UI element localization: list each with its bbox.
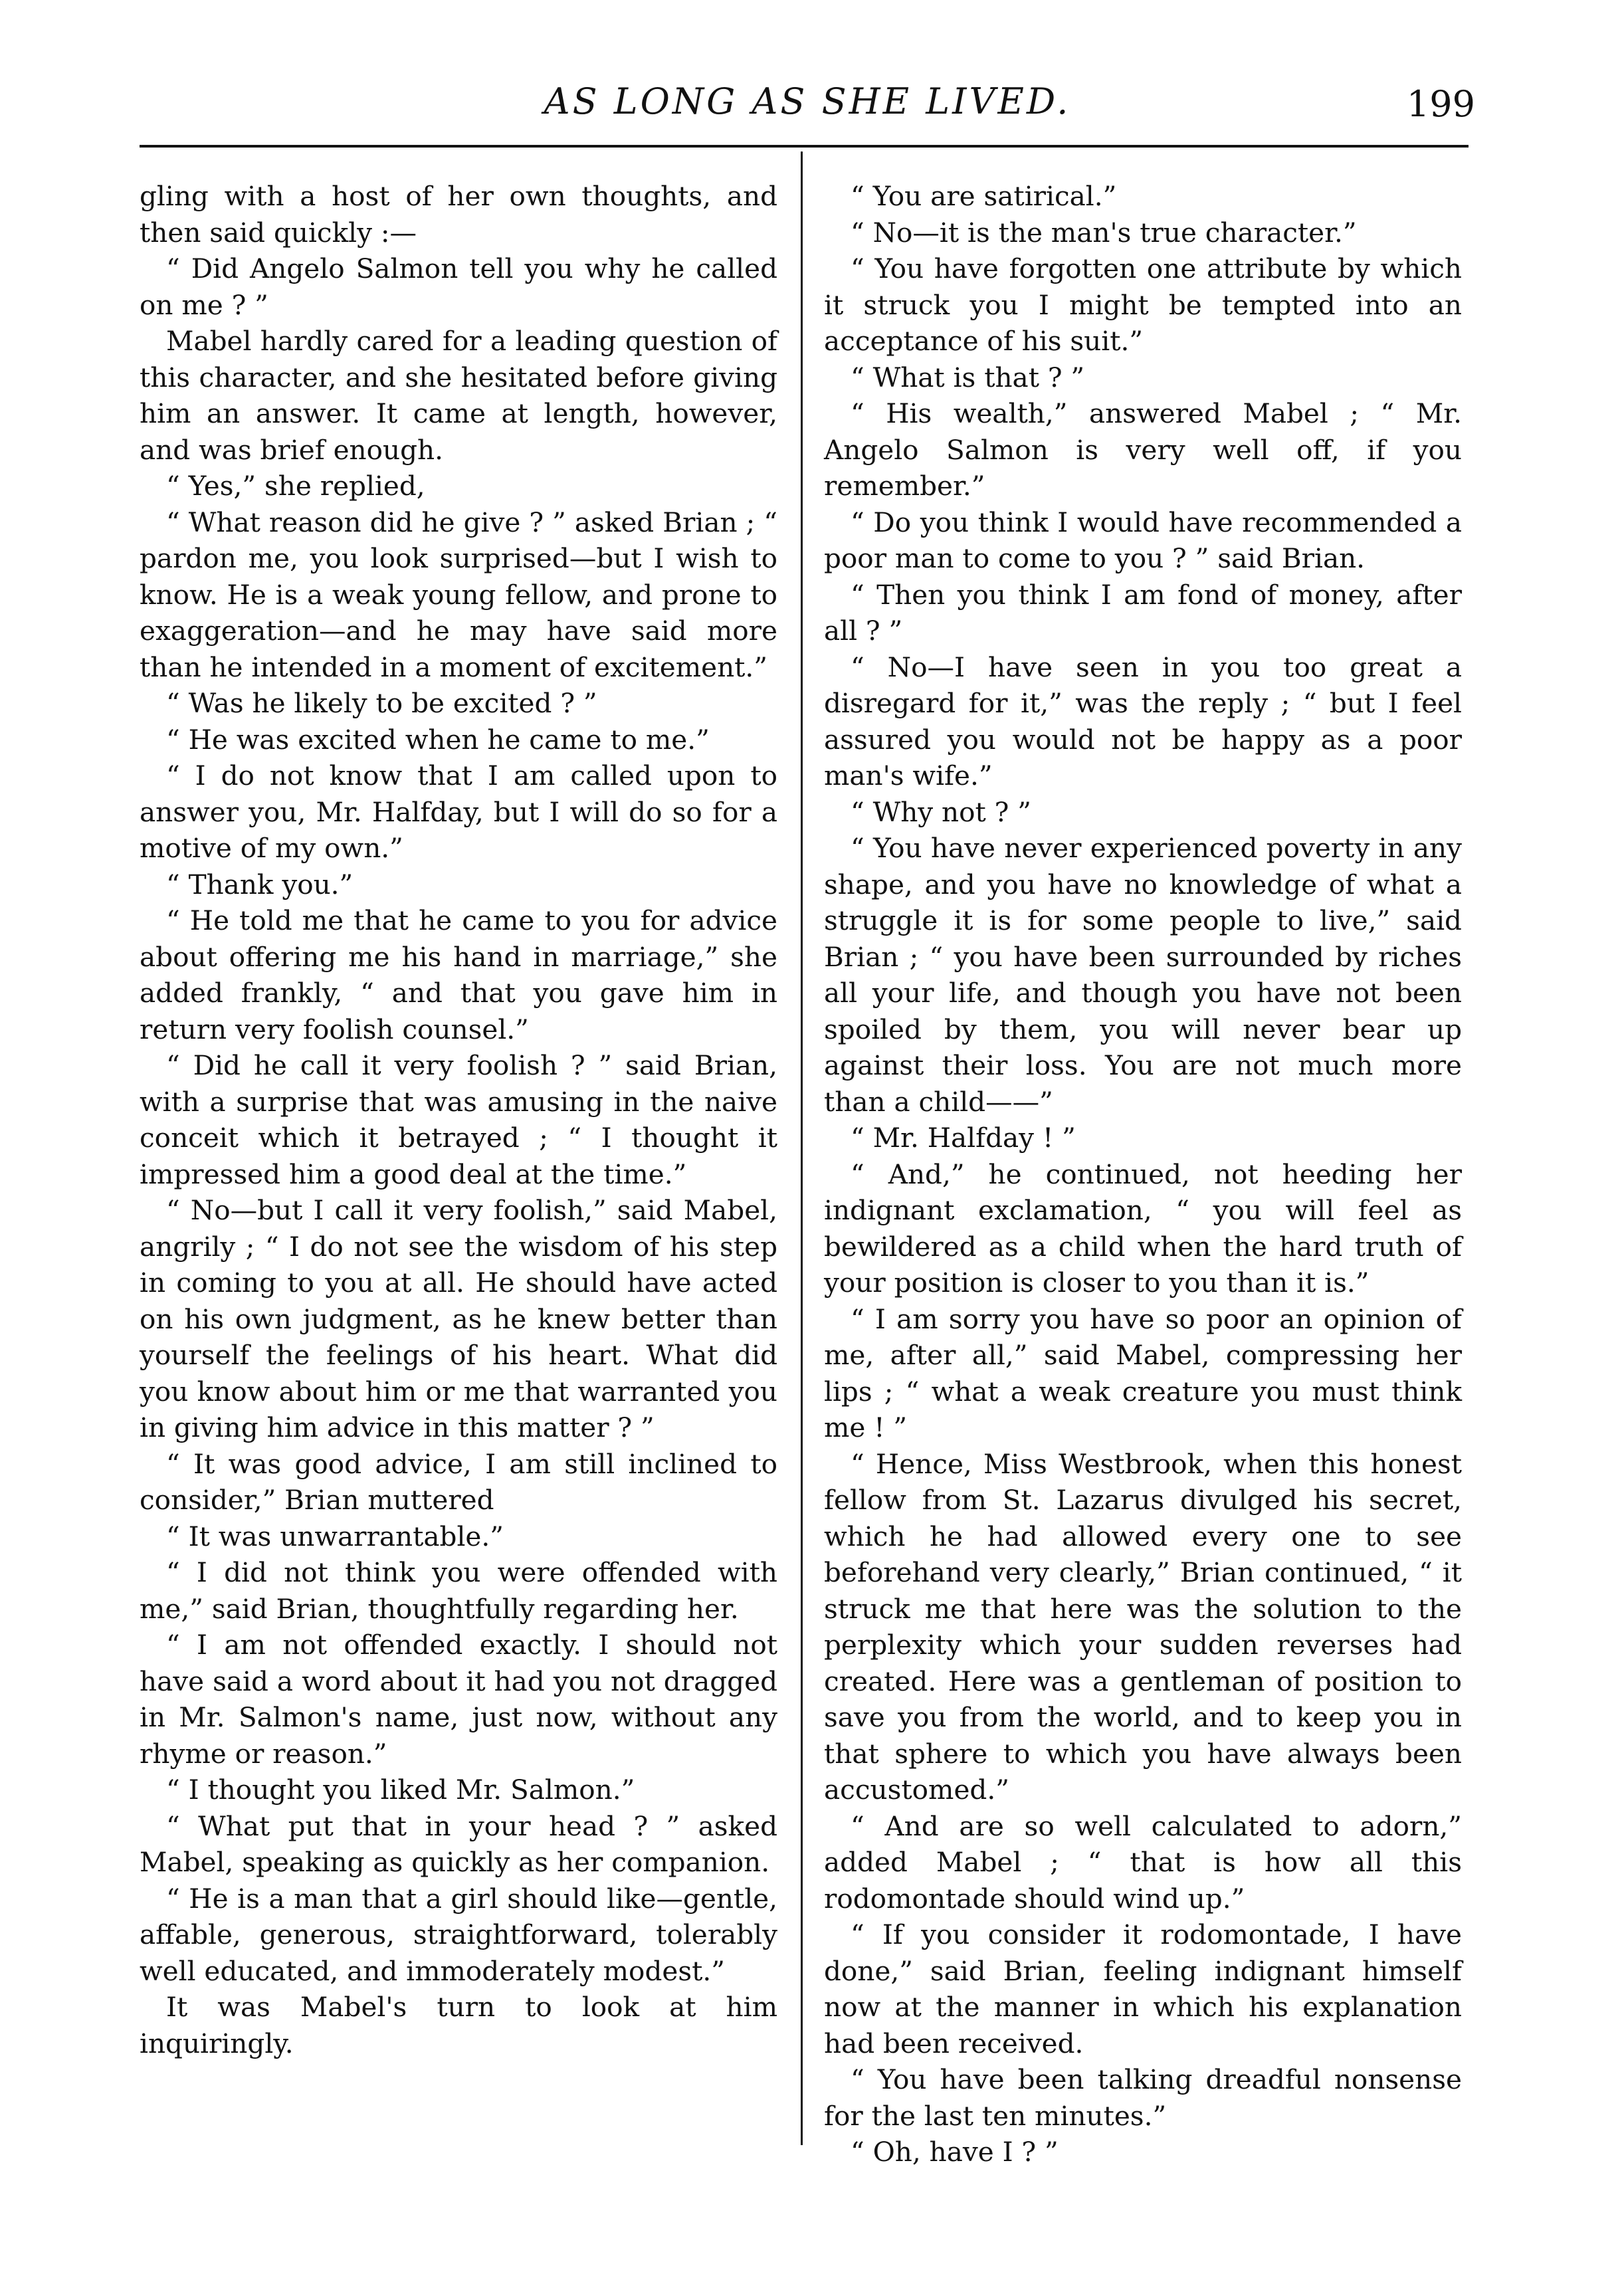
paragraph: “ It was unwarrantable.” (166, 1520, 504, 1552)
paragraph: “ No—it is the man's true character.” (851, 216, 1357, 249)
paragraph: “ And,” he continued, not heeding her indignant exclamation, “ you will feel as bewildered as a child when the hard truth of your position is closer to you than it is.” (824, 1158, 1462, 1299)
paragraph: “ And are so well calculated to adorn,” added Mabel ; “ that is how all this rodomontade should wind up.” (824, 1810, 1462, 1915)
paragraph: “ Yes,” she replied, (166, 470, 425, 502)
paragraph: “ What reason did he give ? ” asked Brian ; “ pardon me, you look surprised—but I wish to know. He is a weak young fellow, and prone to exaggeration—and he may have said more than he intended in a moment of excitement.” (140, 506, 777, 683)
paragraph: “ Did he call it very foolish ? ” said Brian, with a surprise that was amusing in the naive conceit which it betrayed ; “ I thought it impressed him a good deal at the time.” (140, 1049, 777, 1190)
left-column (140, 178, 777, 2061)
right-column (824, 178, 1462, 2170)
paragraph: “ Hence, Miss Westbrook, when this honest fellow from St. Lazarus divulged his secret, which he had allowed every one to see beforehand very clearly,” Brian continued, “ it struck me that here was the solution to the perplexity which your sudden reverses had created. Here was a gentleman of position to save you from the world, and to keep you in that sphere to which you have always been accustomed.” (824, 1447, 1462, 1806)
paragraph: “ No—I have seen in you too great a disregard for it,” was the reply ; “ but I feel assured you would not be happy as a poor man's wife.” (824, 651, 1462, 791)
paragraph: “ Thank you.” (166, 868, 354, 900)
paragraph: “ What is that ? ” (851, 361, 1085, 393)
running-title: AS LONG AS SHE LIVED. (544, 80, 1071, 122)
header-rule (140, 145, 1469, 148)
paragraph: “ His wealth,” answered Mabel ; “ Mr. Angelo Salmon is very well off, if you remember.” (824, 397, 1462, 502)
column-divider (801, 152, 803, 2145)
paragraph: “ Was he likely to be excited ? ” (166, 687, 597, 719)
paragraph: “ He told me that he came to you for advice about offering me his hand in marriage,” she added frankly, “ and that you gave him in return very foolish counsel.” (140, 904, 777, 1045)
paragraph: “ Did Angelo Salmon tell you why he called on me ? ” (140, 253, 777, 321)
paragraph: Mabel hardly cared for a leading question of this character, and she hesitated before giving him an answer. It came at length, however, and was brief enough. (140, 325, 777, 466)
paragraph: “ I am sorry you have so poor an opinion of me, after all,” said Mabel, compressing her lips ; “ what a weak creature you must think me ! ” (824, 1302, 1462, 1443)
paragraph: “ Oh, have I ? ” (851, 2136, 1059, 2168)
paragraph: “ He was excited when he came to me.” (166, 723, 710, 756)
page-header (140, 78, 1475, 138)
paragraph: “ You are satirical.” (851, 180, 1117, 212)
paragraph: “ You have been talking dreadful nonsense for the last ten minutes.” (824, 2063, 1462, 2132)
paragraph: “ You have never experienced poverty in any shape, and you have no knowledge of what a struggle it is for some people to live,” said Brian ; “ you have been surrounded by riches all your life, and though you have not been spoiled by them, you will never bear up against their loss. You are not much more than a child——” (824, 832, 1462, 1118)
paragraph: “ It was good advice, I am still inclined to consider,” Brian muttered (140, 1447, 777, 1516)
paragraph: gling with a host of her own thoughts, and then said quickly :— (140, 180, 777, 249)
paragraph: “ Mr. Halfday ! ” (851, 1122, 1076, 1154)
paragraph: “ You have forgotten one attribute by which it struck you I might be tempted into an acceptance of his suit.” (824, 253, 1462, 357)
paragraph: “ I do not know that I am called upon to answer you, Mr. Halfday, but I will do so for a motive of my own.” (140, 760, 777, 864)
paragraph: “ What put that in your head ? ” asked Mabel, speaking as quickly as her companion. (140, 1810, 777, 1878)
paragraph: “ I did not think you were offended with me,” said Brian, thoughtfully regarding her. (140, 1556, 777, 1625)
paragraph: “ He is a man that a girl should like—gentle, affable, generous, straightforward, tolerably well educated, and immoderately modest.” (140, 1882, 777, 1987)
paragraph: It was Mabel's turn to look at him inquiringly. (140, 1991, 777, 2059)
paragraph: “ Why not ? ” (851, 795, 1031, 828)
paragraph: “ If you consider it rodomontade, I have done,” said Brian, feeling indignant himself now at the manner in which his explanation had been received. (824, 1919, 1462, 2059)
page-number: 199 (1406, 83, 1475, 125)
paragraph: “ No—but I call it very foolish,” said Mabel, angrily ; “ I do not see the wisdom of his step in coming to you at all. He should have acted on his own judgment, as he knew better than yourself the feelings of his heart. What did you know about him or me that warranted you in giving him advice in this matter ? ” (140, 1194, 777, 1443)
paragraph: “ I am not offended exactly. I should not have said a word about it had you not dragged in Mr. Salmon's name, just now, without any rhyme or reason.” (140, 1629, 777, 1770)
paragraph: “ I thought you liked Mr. Salmon.” (166, 1774, 635, 1806)
paragraph: “ Do you think I would have recommended a poor man to come to you ? ” said Brian. (824, 506, 1462, 574)
paragraph: “ Then you think I am fond of money, after all ? ” (824, 578, 1462, 647)
